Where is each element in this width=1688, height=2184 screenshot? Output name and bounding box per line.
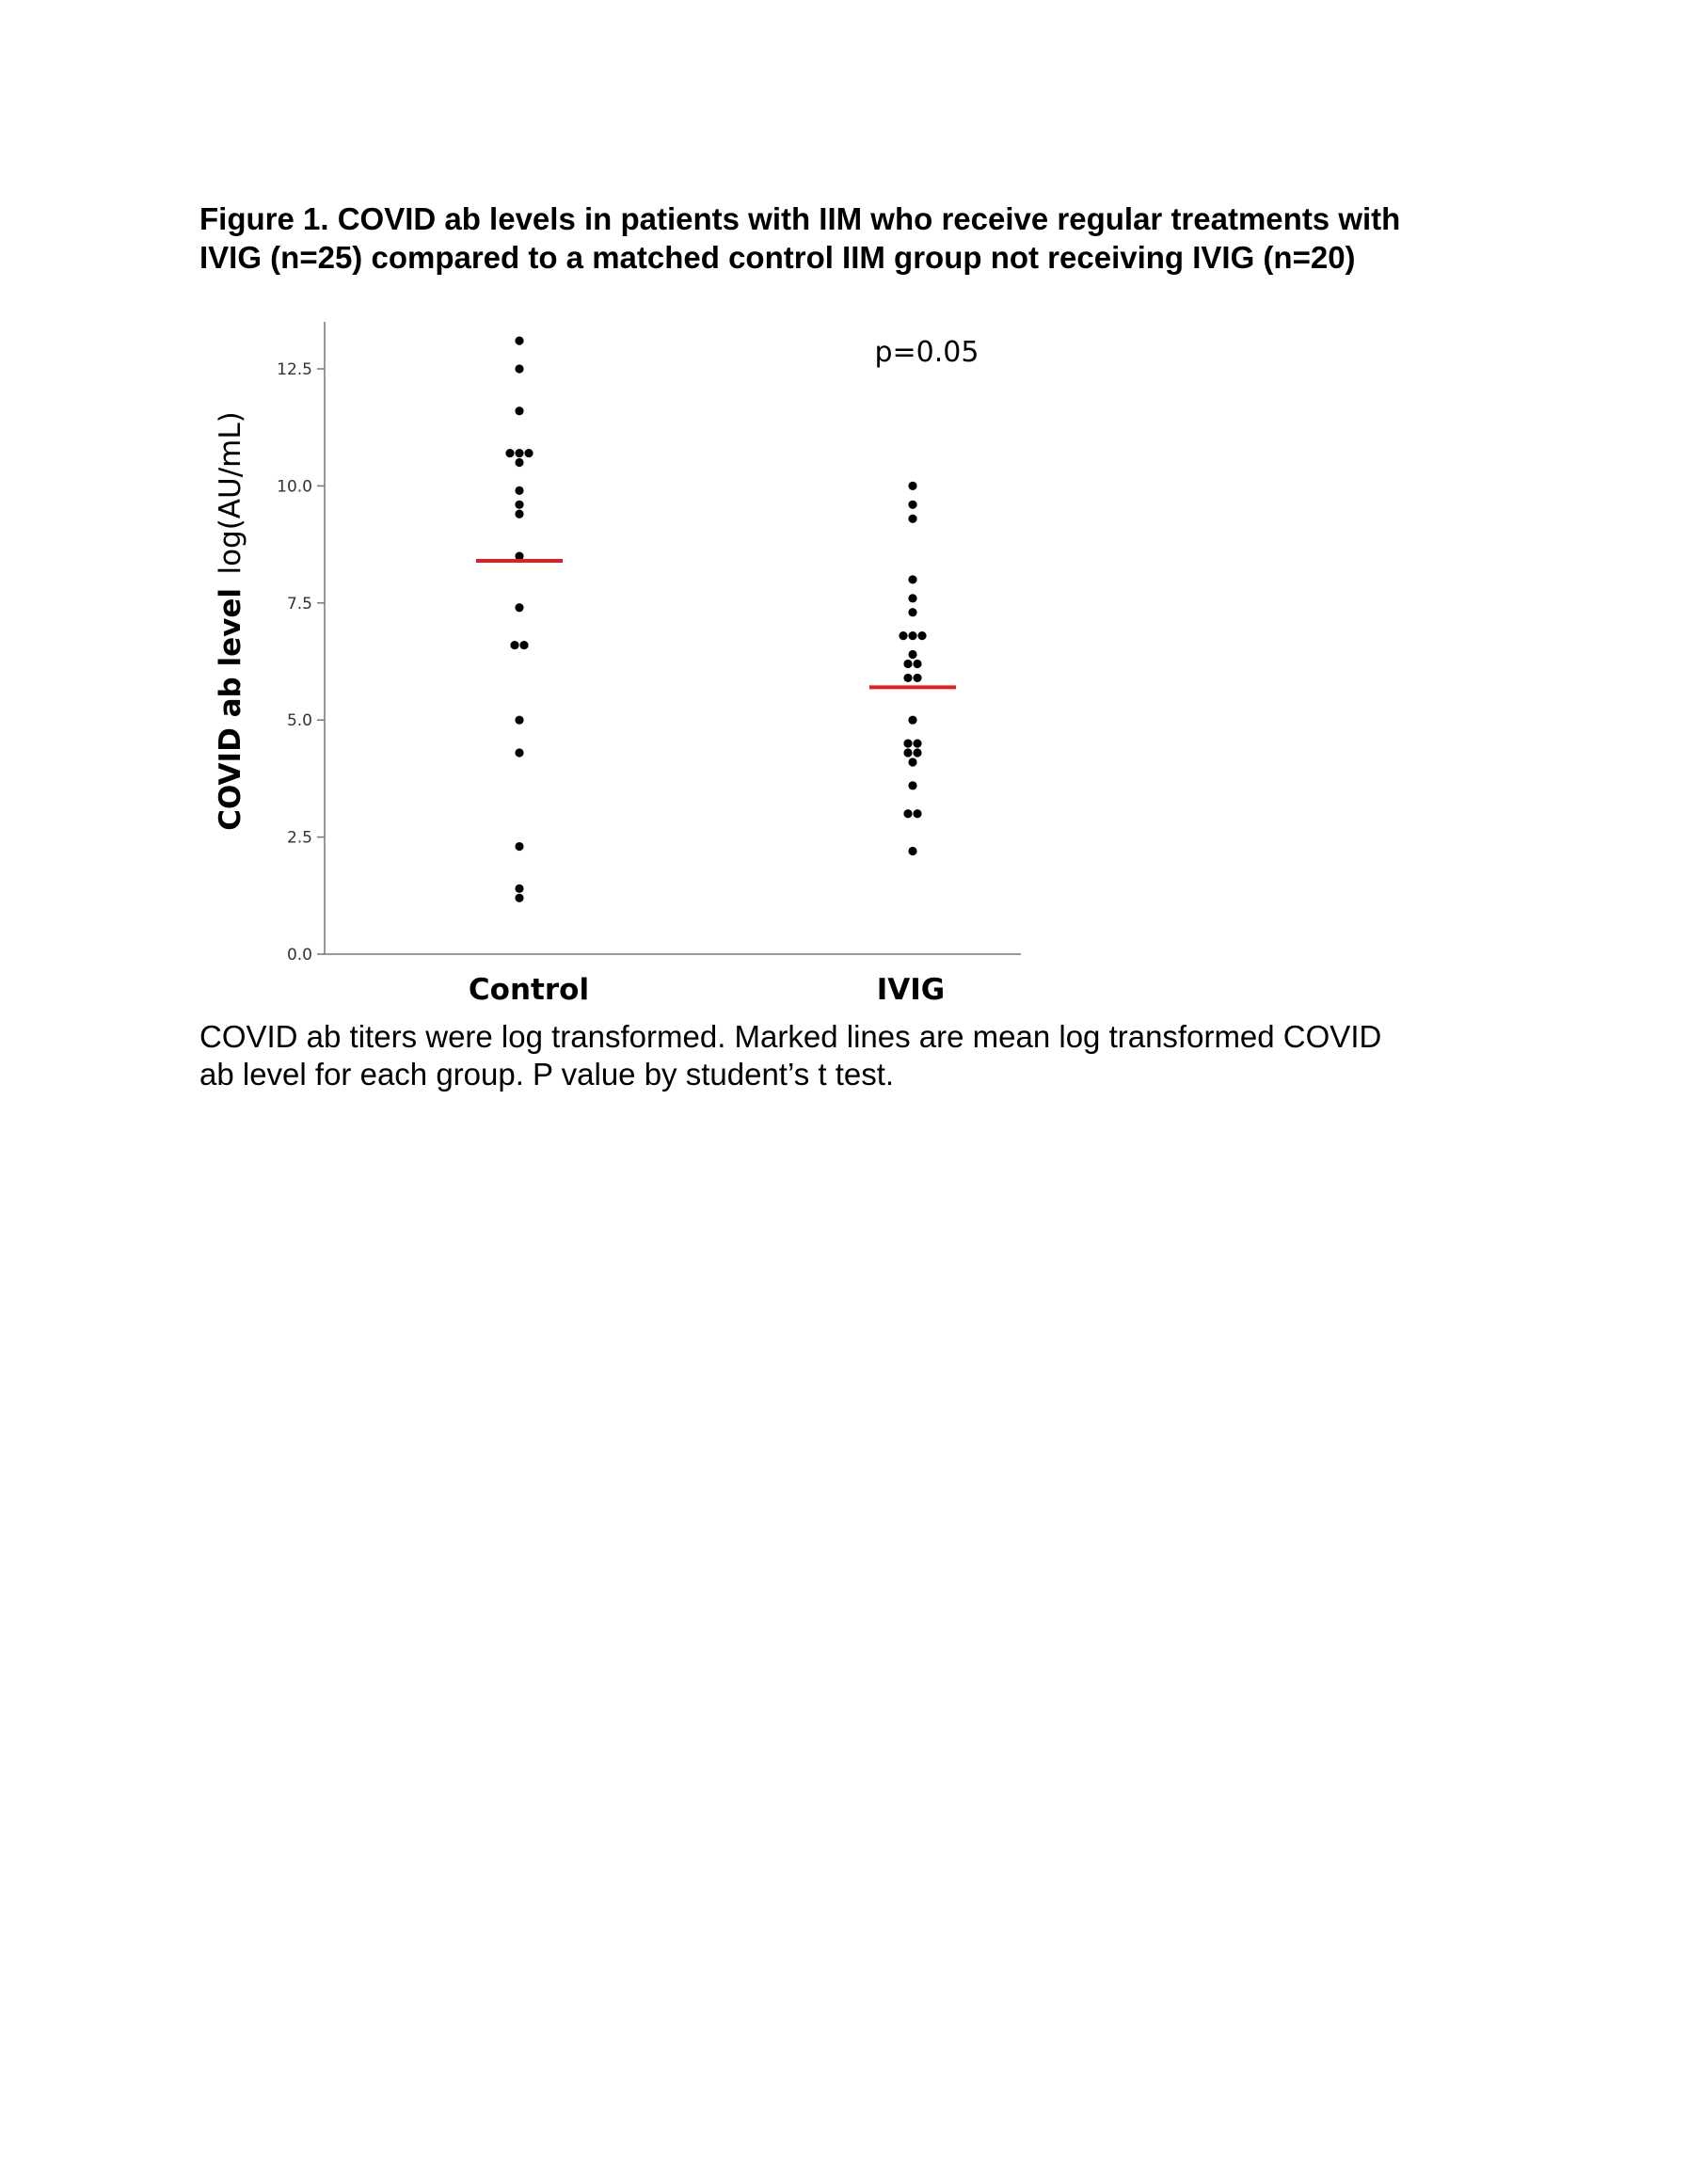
data-point-ivig — [913, 748, 921, 757]
data-point-ivig — [908, 847, 916, 855]
data-point-control — [515, 842, 523, 851]
data-point-control — [515, 885, 523, 893]
data-point-control — [515, 716, 523, 725]
data-point-control — [515, 486, 523, 495]
data-point-control — [515, 337, 523, 345]
y-tick-label: 10.0 — [277, 477, 312, 497]
data-point-ivig — [903, 748, 912, 757]
data-point-control — [515, 894, 523, 902]
y-ticks — [277, 360, 325, 964]
data-point-ivig — [913, 660, 921, 668]
data-point-ivig — [908, 608, 916, 616]
p-value-annotation: p=0.05 — [874, 336, 979, 369]
data-points — [505, 337, 926, 902]
data-point-control — [515, 458, 523, 467]
data-point-ivig — [908, 482, 916, 490]
data-point-ivig — [913, 674, 921, 682]
data-point-control — [505, 449, 514, 457]
category-label-ivig: IVIG — [876, 973, 946, 1007]
chart-axes — [325, 322, 1021, 954]
figure-title-line-1: Figure 1. COVID ab levels in patients with IIM who receive regular treatments with — [199, 201, 1401, 236]
y-tick-label: 5.0 — [286, 711, 312, 731]
data-point-control — [519, 641, 528, 649]
data-point-control — [524, 449, 533, 457]
data-point-control — [515, 364, 523, 373]
y-tick-label: 2.5 — [286, 828, 312, 848]
data-point-ivig — [908, 631, 916, 640]
caption-line-1: COVID ab titers were log transformed. Marked lines are mean log transformed COVID — [199, 1019, 1382, 1054]
caption-line-2: ab level for each group. P value by student’s t test. — [199, 1057, 895, 1092]
category-labels — [469, 973, 945, 1007]
y-tick-label: 7.5 — [286, 594, 312, 614]
data-point-control — [515, 501, 523, 509]
y-tick-label: 0.0 — [286, 946, 312, 964]
data-point-ivig — [908, 716, 916, 725]
y-axis-label-unit: log(AU/mL) — [214, 411, 247, 575]
data-point-ivig — [903, 809, 912, 818]
y-tick-label: 12.5 — [277, 360, 312, 379]
data-point-control — [515, 449, 523, 457]
figure-caption — [199, 1018, 1554, 1093]
data-point-ivig — [908, 515, 916, 523]
data-point-ivig — [913, 739, 921, 747]
data-point-ivig — [908, 575, 916, 583]
data-point-ivig — [908, 757, 916, 766]
data-point-control — [515, 748, 523, 757]
data-point-control — [515, 407, 523, 415]
data-point-ivig — [899, 631, 907, 640]
data-point-ivig — [908, 594, 916, 602]
data-point-ivig — [913, 809, 921, 818]
data-point-ivig — [908, 501, 916, 509]
category-label-control: Control — [468, 973, 590, 1007]
data-point-ivig — [917, 631, 926, 640]
data-point-ivig — [908, 781, 916, 789]
y-axis-label-main: COVID ab level — [214, 587, 247, 831]
data-point-ivig — [903, 739, 912, 747]
data-point-control — [510, 641, 518, 649]
y-axis-label — [214, 411, 247, 830]
mean-lines — [476, 561, 956, 687]
figure-title-line-2: IVIG (n=25) compared to a matched control IIM group not receiving IVIG (n=20) — [199, 240, 1356, 275]
data-point-control — [515, 510, 523, 518]
data-point-control — [515, 603, 523, 612]
data-point-ivig — [903, 660, 912, 668]
data-point-ivig — [908, 650, 916, 659]
data-point-ivig — [903, 674, 912, 682]
